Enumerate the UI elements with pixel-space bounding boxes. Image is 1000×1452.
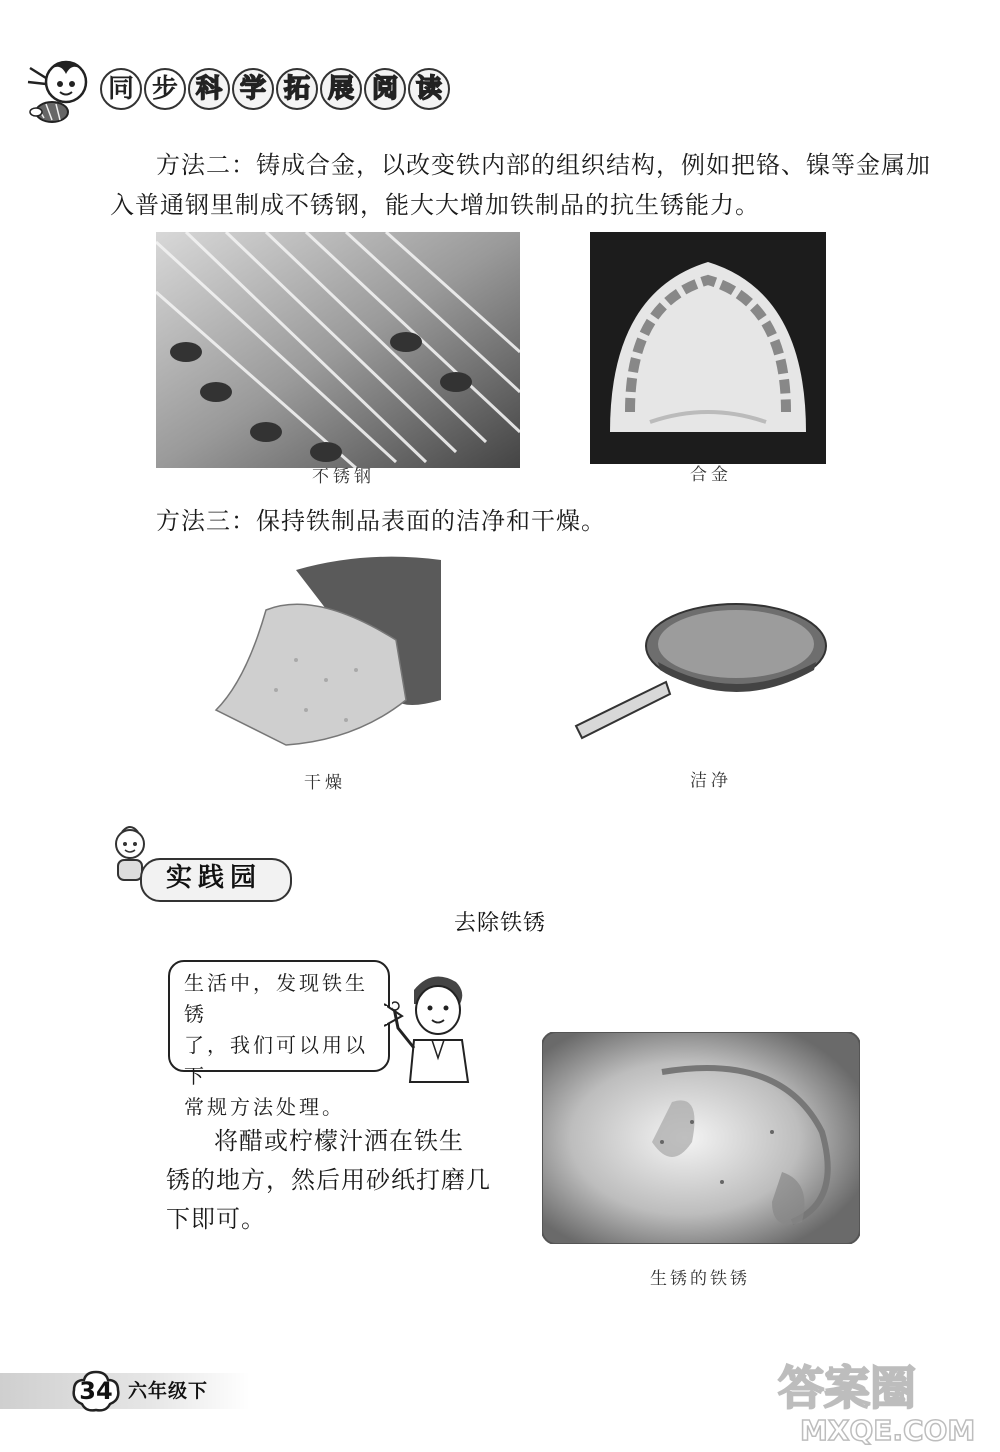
practice-subtitle: 去除铁锈: [453, 911, 546, 936]
speech-line: 常规方法处理。: [184, 1095, 345, 1119]
header-title: [100, 68, 450, 112]
header-title-char: 拓: [276, 68, 318, 110]
dry-caption: 干燥: [304, 773, 346, 793]
stainless-steel-photo: [156, 232, 520, 468]
footer-strip: [0, 1373, 250, 1409]
rusty-pan-caption: 生锈的铁锈: [650, 1269, 750, 1289]
header-title-char: 同: [100, 68, 142, 110]
stainless-steel-caption: 不锈钢: [312, 467, 375, 487]
dry-cloth-photo: [206, 550, 446, 750]
method2-line2: 入普通钢里制成不锈钢，能大大增加铁制品的抗生锈能力。: [110, 191, 760, 219]
clean-pan-photo: [566, 596, 830, 746]
grade-label: 六年级下: [128, 1380, 209, 1402]
speech-bubble-text: [184, 968, 378, 1123]
header-title-char: 读: [408, 68, 450, 110]
header-title-char: 学: [232, 68, 274, 110]
speech-line: 了，我们可以用以下: [184, 1033, 368, 1088]
header-title-char: 步: [144, 68, 186, 110]
instruction-line: 将醋或柠檬汁洒在铁生: [214, 1127, 464, 1155]
instruction-line: 锈的地方，然后用砂纸打磨几: [166, 1166, 491, 1194]
svg-text:答案圈: 答案圈: [778, 1361, 916, 1415]
practice-banner-label: 实践园: [165, 863, 262, 893]
svg-text:MXQE.COM: MXQE.COM: [800, 1414, 976, 1447]
boy-icon: [392, 968, 480, 1094]
method2-line1: 方法二：铸成合金，以改变铁内部的组织结构，例如把铬、镍等金属加: [156, 151, 931, 179]
instruction-line: 下即可。: [166, 1205, 266, 1233]
alloy-photo: [590, 232, 826, 464]
instruction-text: [166, 1122, 496, 1239]
speech-line: 生活中，发现铁生锈: [184, 971, 368, 1026]
watermark-logo: [770, 1352, 992, 1448]
alloy-caption: 合金: [690, 465, 732, 485]
header-title-char: 科: [188, 68, 230, 110]
method3-text: 方法三：保持铁制品表面的洁净和干燥。: [156, 507, 606, 535]
mascot-icon: [22, 52, 98, 132]
rusty-pan-photo: [542, 1032, 860, 1244]
clean-caption: 洁净: [690, 771, 732, 791]
header-title-char: 阅: [364, 68, 406, 110]
page-number: 34: [79, 1377, 113, 1405]
header-title-char: 展: [320, 68, 362, 110]
